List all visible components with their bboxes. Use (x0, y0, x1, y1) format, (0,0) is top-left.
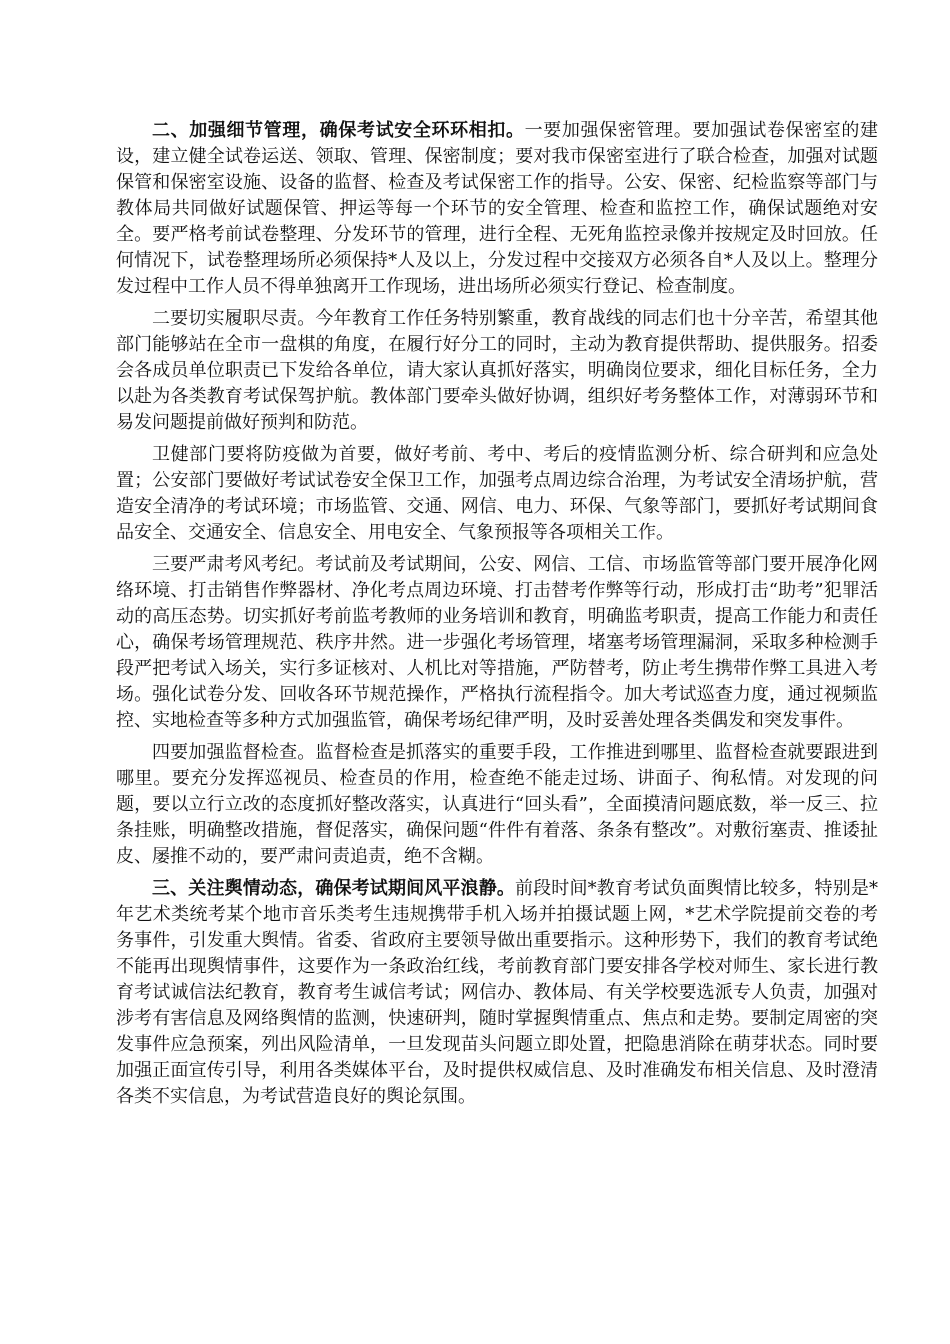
paragraph-text: 一要加强保密管理。要加强试卷保密室的建设，建立健全试卷运送、领取、管理、保密制度；要对我市保密室进行了联合检查，加强对试题保管和保密室设施、设备的监督、检查及考试保密工作的指导。公安、保密、纪检监察等部门与教体局共同做好试题保管、押运等每一个环节的安全管理、检查和监控工作，确保试题绝对安全。要严格考前试卷整理、分发环节的管理，进行全程、无死角监控录像并按规定及时回放。任何情况下，试卷整理场所必须保持*人及以上，分发过程中交接双方必须各自*人及以上。整理分发过程中工作人员不得单独离开工作现场，进出场所必须实行登记、检查制度。 (116, 120, 879, 297)
paragraph-discipline (116, 552, 878, 734)
paragraph-text: 四要加强监督检查。监督检查是抓落实的重要手段，工作推进到哪里、监督检查就要跟进到哪里。要充分发挥巡视员、检查员的作用，检查绝不能走过场、讲面子、徇私情。对发现的问题，要以立行立改的态度抓好整改落实，认真进行“回头看”，全面摸清问题底数，举一反三、拉条挂账，明确整改措施，督促落实，确保问题“件件有着落、条条有整改”。对敷衍塞责、推诿扯皮、屡推不动的，要严肃问责追责，绝不含糊。 (116, 742, 878, 867)
paragraph-text: 前段时间*教育考试负面舆情比较多，特别是*年艺术类统考某个地市音乐类考生违规携带手机入场并拍摄试题上网，*艺术学院提前交卷的考务事件，引发重大舆情。省委、省政府主要领导做出重要指示。这种形势下，我们的教育考试绝不能再出现舆情事件，这要作为一条政治红线，考前教育部门要安排各学校对师生、家长进行教育考试诚信法纪教育，教育考生诚信考试；网信办、教体局、有关学校要选派专人负责，加强对涉考有害信息及网络舆情的监测，快速研判，随时掌握舆情重点、焦点和走势。要制定周密的突发事件应急预案，列出风险清单，一旦发现苗头问题立即处置，把隐患消除在萌芽状态。同时要加强正面宣传引导，利用各类媒体平台，及时提供权威信息、及时准确发布相关信息、及时澄清各类不实信息，为考试营造良好的舆论氛围。 (116, 878, 878, 1107)
paragraph-section-two (116, 118, 878, 300)
paragraph-duty (116, 306, 878, 436)
paragraph-health (116, 442, 878, 546)
paragraph-text: 二要切实履职尽责。今年教育工作任务特别繁重，教育战线的同志们也十分辛苦，希望其他部门能够站在全市一盘棋的角度，在履行好分工的同时，主动为教育提供帮助、提供服务。招委会各成员单位职责已下发给各单位，请大家认真抓好落实，明确岗位要求，细化目标任务，全力以赴为各类教育考试保驾护航。教体部门要牵头做好协调，组织好考务整体工作，对薄弱环节和易发问题提前做好预判和防范。 (116, 308, 878, 433)
section-heading: 三、关注舆情动态，确保考试期间风平浪静。 (152, 878, 515, 899)
document-page (116, 118, 878, 1116)
section-heading: 二、加强细节管理，确保考试安全环环相扣。 (152, 120, 525, 141)
paragraph-text: 卫健部门要将防疫做为首要，做好考前、考中、考后的疫情监测分析、综合研判和应急处置；公安部门要做好考试试卷安全保卫工作，加强考点周边综合治理，为考试安全清场护航，营造安全清净的考试环境；市场监管、交通、网信、电力、环保、气象等部门，要抓好考试期间食品安全、交通安全、信息安全、用电安全、气象预报等各项相关工作。 (116, 444, 878, 543)
paragraph-supervision (116, 740, 878, 870)
paragraph-text: 三要严肃考风考纪。考试前及考试期间，公安、网信、工信、市场监管等部门要开展净化网络环境、打击销售作弊器材、净化考点周边环境、打击替考作弊等行动，形成打击“助考”犯罪活动的高压态势。切实抓好考前监考教师的业务培训和教育，明确监考职责，提高工作能力和责任心，确保考场管理规范、秩序井然。进一步强化考场管理，堵塞考场管理漏洞，采取多种检测手段严把考试入场关，实行多证核对、人机比对等措施，严防替考，防止考生携带作弊工具进入考场。强化试卷分发、回收各环节规范操作，严格执行流程指令。加大考试巡查力度，通过视频监控、实地检查等多种方式加强监管，确保考场纪律严明，及时妥善处理各类偶发和突发事件。 (116, 554, 878, 731)
paragraph-section-three (116, 876, 878, 1110)
